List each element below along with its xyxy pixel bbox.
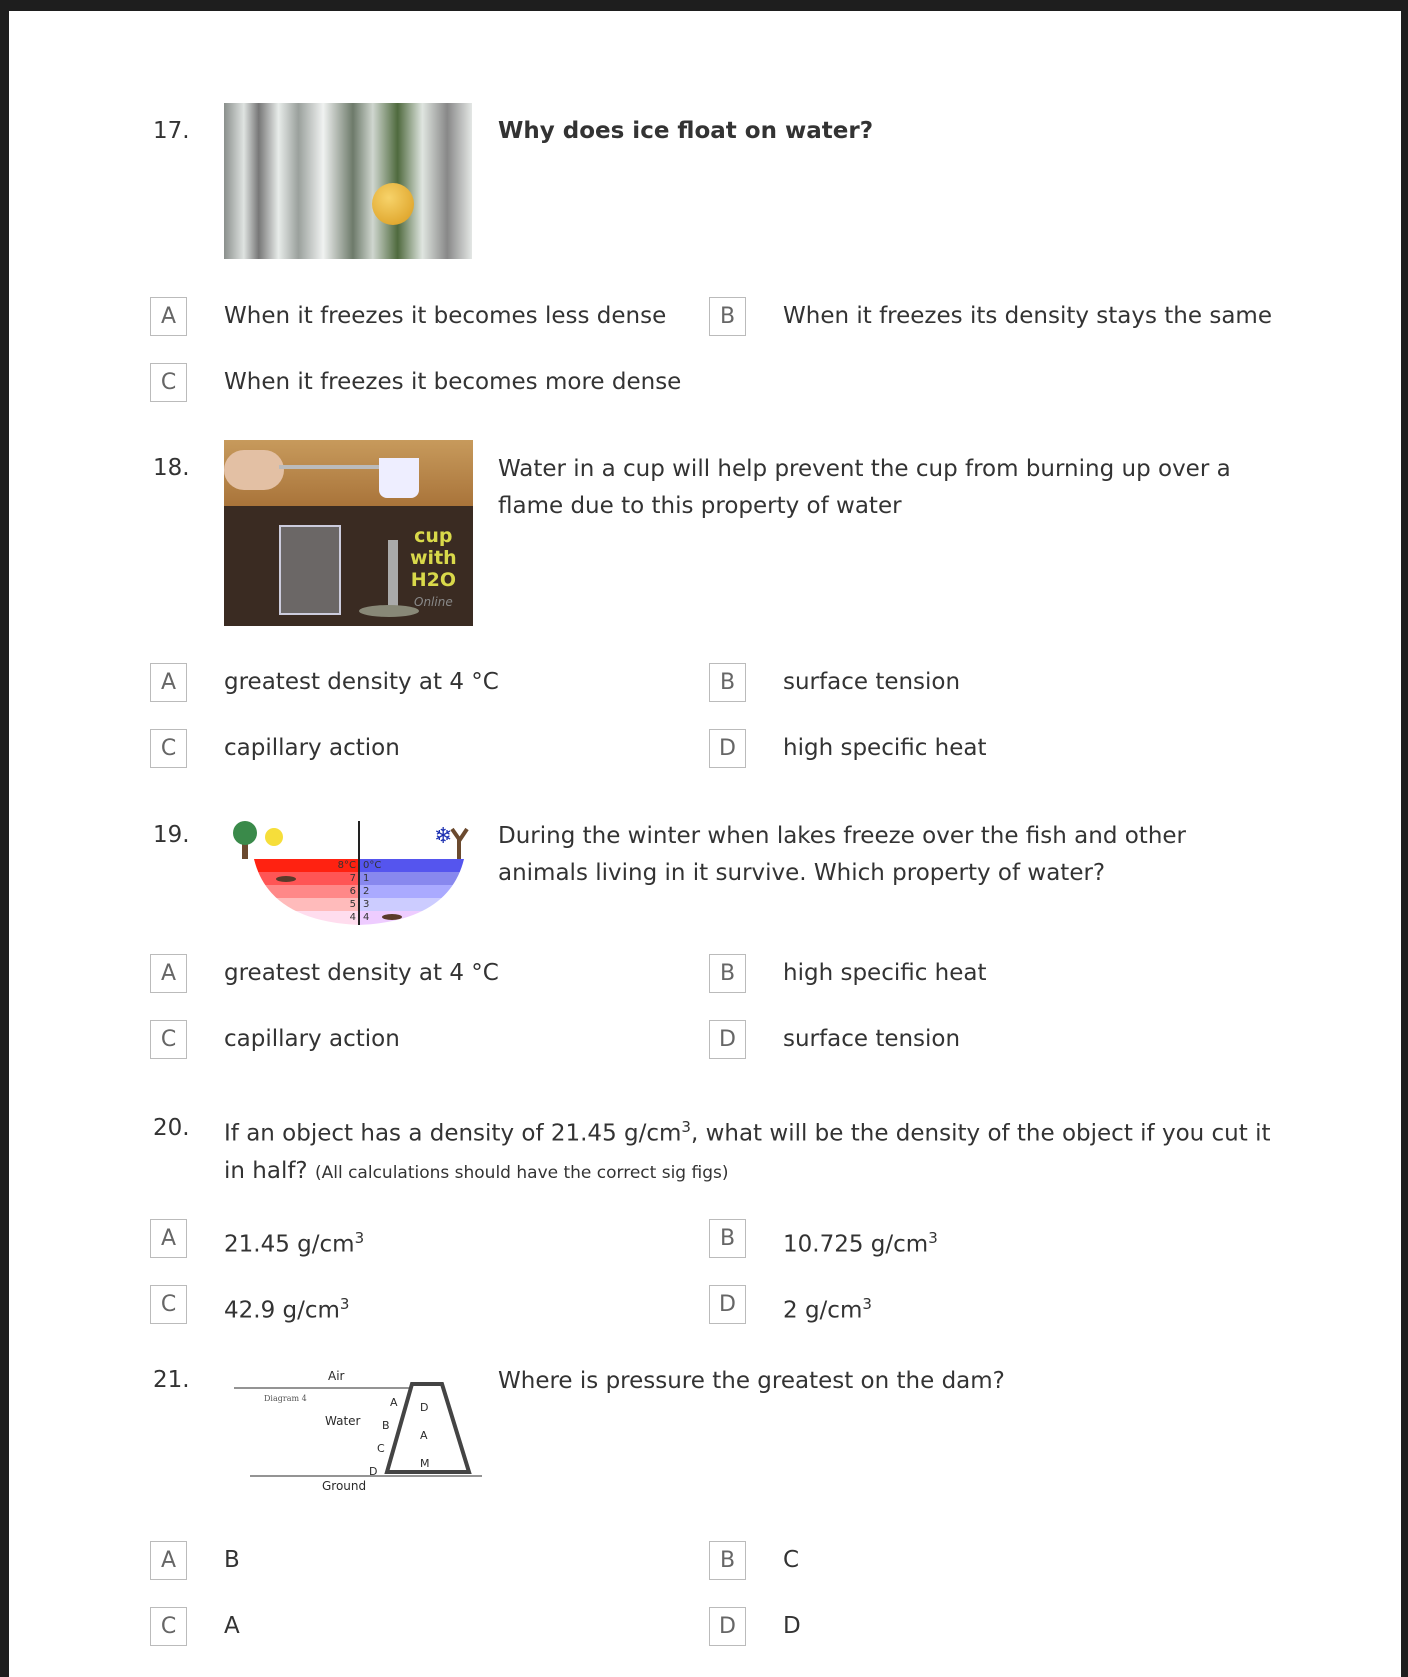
option-value: 10.725 g/cm xyxy=(783,1231,929,1258)
option-letter[interactable]: B xyxy=(709,663,746,702)
option-text[interactable]: greatest density at 4 °C xyxy=(224,669,499,695)
option-text[interactable]: surface tension xyxy=(783,1026,961,1052)
option-text[interactable]: surface tension xyxy=(783,669,961,695)
caption-line: cup xyxy=(414,525,453,547)
option-letter[interactable]: B xyxy=(709,954,746,993)
option-text[interactable]: When it freezes it becomes less dense xyxy=(224,303,667,329)
option-letter[interactable]: C xyxy=(150,1285,187,1324)
question-text-part: If an object has a density of 21.45 g/cm xyxy=(224,1120,682,1147)
question-text xyxy=(224,1109,1294,1192)
option-text[interactable]: When it freezes its density stays the same xyxy=(783,303,1272,329)
dam-letter: A xyxy=(420,1429,428,1442)
option-text[interactable]: D xyxy=(783,1613,801,1639)
point-label: C xyxy=(377,1442,385,1455)
option-letter[interactable]: A xyxy=(150,297,187,336)
option-letter[interactable]: B xyxy=(709,297,746,336)
option-text[interactable]: high specific heat xyxy=(783,960,987,986)
superscript: 3 xyxy=(928,1229,938,1247)
option-letter[interactable]: A xyxy=(150,1219,187,1258)
caption-line: H2O xyxy=(410,569,456,591)
superscript: 3 xyxy=(681,1118,691,1136)
summer-temp: 8°C xyxy=(337,860,356,871)
summer-temp: 7 xyxy=(349,873,356,884)
option-text[interactable] xyxy=(783,1285,872,1331)
option-letter[interactable]: D xyxy=(709,729,746,768)
option-value: 2 g/cm xyxy=(783,1297,863,1324)
point-label: B xyxy=(382,1419,390,1432)
option-text[interactable] xyxy=(224,1219,364,1265)
option-text[interactable]: A xyxy=(224,1613,240,1639)
winter-temp: 4 xyxy=(363,912,370,923)
option-value: 21.45 g/cm xyxy=(224,1231,355,1258)
winter-temp: 0°C xyxy=(363,860,382,871)
water-label: Water xyxy=(325,1414,361,1428)
option-letter[interactable]: C xyxy=(150,363,187,402)
ground-label: Ground xyxy=(322,1479,367,1493)
superscript: 3 xyxy=(354,1229,365,1247)
option-text[interactable]: high specific heat xyxy=(783,735,987,761)
point-label: A xyxy=(390,1396,398,1409)
air-label: Air xyxy=(328,1369,345,1383)
winter-temp: 2 xyxy=(363,886,370,897)
option-text[interactable]: When it freezes it becomes more dense xyxy=(224,369,682,395)
cup-over-flame-photo xyxy=(224,440,473,626)
question-text-part: , what will be the density of the object if you cut it in half? xyxy=(224,1120,1271,1184)
option-letter[interactable]: A xyxy=(150,1541,187,1580)
option-letter[interactable]: A xyxy=(150,663,187,702)
option-text[interactable]: C xyxy=(783,1547,800,1573)
option-text[interactable] xyxy=(783,1219,938,1265)
question-number: 17. xyxy=(153,118,190,144)
question-text: During the winter when lakes freeze over the fish and other animals living in it survive. Which property of water? xyxy=(498,823,1187,886)
option-letter[interactable]: C xyxy=(150,1607,187,1646)
option-letter[interactable]: B xyxy=(709,1541,746,1580)
winter-temp: 1 xyxy=(363,873,370,884)
watermark: Online xyxy=(414,595,453,609)
dam-letter: M xyxy=(420,1457,430,1470)
superscript: 3 xyxy=(862,1295,872,1313)
option-value: 42.9 g/cm xyxy=(224,1297,340,1324)
option-text[interactable]: B xyxy=(224,1547,240,1573)
summer-temp: 4 xyxy=(349,912,356,923)
option-text[interactable]: capillary action xyxy=(224,1026,400,1052)
question-number: 19. xyxy=(153,822,190,848)
dam-letter: D xyxy=(420,1401,429,1414)
option-text[interactable]: greatest density at 4 °C xyxy=(224,960,499,986)
question-number: 21. xyxy=(153,1367,190,1393)
winter-temp: 3 xyxy=(363,899,370,910)
diagram-caption: Diagram 4 xyxy=(264,1394,307,1403)
point-label: D xyxy=(369,1465,378,1478)
question-text: Water in a cup will help prevent the cup from burning up over a flame due to this property of water xyxy=(498,456,1231,519)
option-letter[interactable]: B xyxy=(709,1219,746,1258)
option-text[interactable]: capillary action xyxy=(224,735,400,761)
worksheet-page xyxy=(9,11,1401,1677)
summer-temp: 6 xyxy=(349,886,356,897)
option-letter[interactable]: A xyxy=(150,954,187,993)
option-text[interactable] xyxy=(224,1285,349,1331)
question-number: 20. xyxy=(153,1115,190,1141)
summer-temp: 5 xyxy=(349,899,356,910)
option-letter[interactable]: C xyxy=(150,729,187,768)
option-letter[interactable]: D xyxy=(709,1285,746,1324)
svg-text:❄: ❄ xyxy=(434,824,453,849)
icicles-photo xyxy=(224,103,472,259)
caption-line: with xyxy=(410,547,457,569)
question-number: 18. xyxy=(153,455,190,481)
option-letter[interactable]: D xyxy=(709,1020,746,1059)
lake-temperature-diagram xyxy=(224,811,479,931)
superscript: 3 xyxy=(339,1295,350,1313)
dam-diagram xyxy=(224,1361,484,1496)
question-note: (All calculations should have the correct sig figs) xyxy=(314,1162,729,1183)
orange-fruit xyxy=(372,183,414,225)
option-letter[interactable]: D xyxy=(709,1607,746,1646)
question-text: Where is pressure the greatest on the dam? xyxy=(498,1368,1005,1394)
option-letter[interactable]: C xyxy=(150,1020,187,1059)
question-text: Why does ice float on water? xyxy=(498,118,874,144)
